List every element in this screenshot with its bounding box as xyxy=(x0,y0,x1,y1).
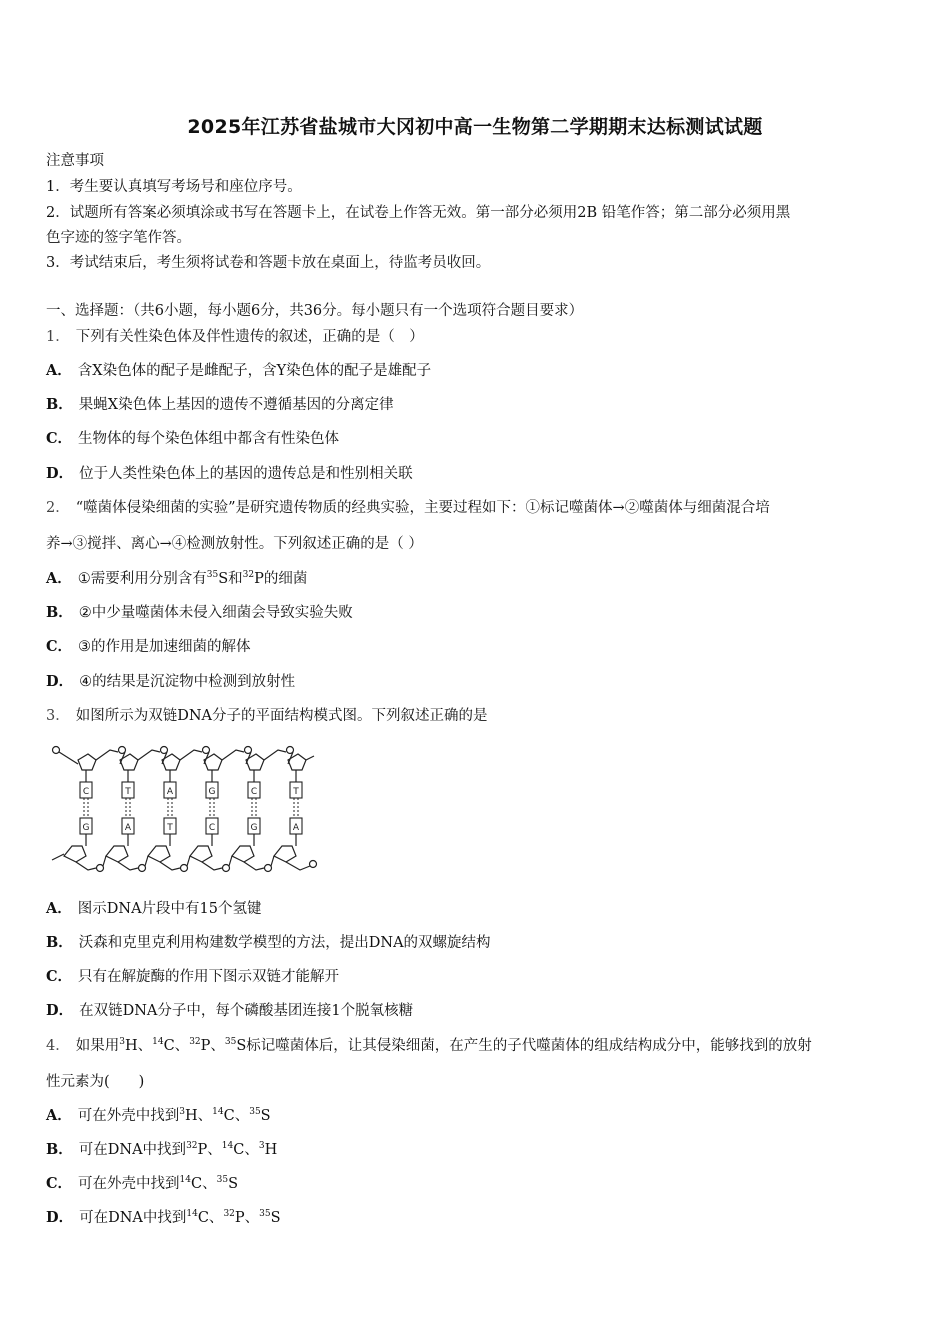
notice-item-1: 1．考生要认真填写考场号和座位序号。 xyxy=(46,179,302,195)
q4-option-c[interactable] xyxy=(46,1174,908,1194)
option-label: B． xyxy=(46,934,73,951)
q2-option-d[interactable] xyxy=(46,672,908,692)
question-number: 2． xyxy=(46,500,70,516)
isotope-mass: 14 xyxy=(221,1141,234,1151)
base-bottom-2: A xyxy=(124,823,132,833)
option-text: 果蝇X染色体上基因的遗传不遵循基因的分离定律 xyxy=(78,397,394,413)
isotope-mass: 32 xyxy=(189,1037,201,1047)
option-text: H xyxy=(264,1142,278,1158)
q2-option-c[interactable] xyxy=(46,637,908,657)
q2-option-b[interactable] xyxy=(46,603,908,623)
option-text: 只有在解旋酶的作用下图示双链才能解开 xyxy=(78,969,340,985)
base-top-1: C xyxy=(82,787,90,797)
option-text: 可在DNA中找到 xyxy=(78,1142,187,1158)
isotope-mass: 14 xyxy=(186,1209,198,1219)
base-bottom-5: G xyxy=(250,823,258,833)
option-label: C． xyxy=(46,638,73,655)
option-text: P的细菌 xyxy=(254,571,308,587)
question-text: C、 xyxy=(163,1038,190,1054)
base-bottom-3: T xyxy=(167,823,173,833)
base-bottom-1: G xyxy=(82,823,90,833)
isotope-mass: 35 xyxy=(224,1037,237,1047)
option-label: D． xyxy=(46,673,74,690)
option-text: S和 xyxy=(218,571,243,587)
isotope-mass: 14 xyxy=(152,1037,164,1047)
q3-option-b[interactable] xyxy=(46,933,908,953)
notice-item-2: 2．试题所有答案必须填涂或书写在答题卡上，在试卷上作答无效。第一部分必须用2B 铅笔作答；第二部分必须用黑 xyxy=(46,205,791,221)
phosphate-circle xyxy=(53,747,60,754)
notice-item-2-cont: 色字迹的签字笔作答。 xyxy=(46,230,191,246)
option-text: ①需要利用分别含有 xyxy=(77,571,207,587)
isotope-mass: 3 xyxy=(258,1141,265,1151)
option-text: C、 xyxy=(191,1176,217,1192)
question-number: 3． xyxy=(46,708,70,724)
base-top-6: T xyxy=(293,787,299,797)
question-4-cont: 性元素为( ) xyxy=(46,1074,145,1090)
question-text: 如图所示为双链DNA分子的平面结构模式图。下列叙述正确的是 xyxy=(75,708,488,724)
option-label: D． xyxy=(46,1002,74,1019)
option-label: B． xyxy=(46,396,73,413)
question-text: 下列有关性染色体及伴性遗传的叙述，正确的是（ ） xyxy=(75,329,424,345)
option-text: 含X染色体的配子是雌配子，含Y染色体的配子是雄配子 xyxy=(77,363,432,379)
isotope-mass: 3 xyxy=(119,1037,125,1047)
option-label: A． xyxy=(46,362,72,379)
option-text: 图示DNA片段中有15个氢键 xyxy=(77,901,262,917)
q4-option-b[interactable] xyxy=(46,1140,908,1160)
isotope-mass: 32 xyxy=(223,1209,235,1219)
q3-option-a[interactable] xyxy=(46,899,908,919)
q3-option-d[interactable] xyxy=(46,1001,908,1021)
base-top-2: T xyxy=(125,787,131,797)
isotope-mass: 35 xyxy=(249,1107,261,1117)
base-top-5: C xyxy=(250,787,258,797)
option-text: C、 xyxy=(233,1142,259,1158)
notice-item-3: 3．考试结束后，考生须将试卷和答题卡放在桌面上，待监考员收回。 xyxy=(46,255,491,271)
isotope-mass: 35 xyxy=(206,570,219,580)
question-1 xyxy=(46,327,908,347)
question-text: S标记噬菌体后，让其侵染细菌，在产生的子代噬菌体的组成结构成分中，能够找到的放射 xyxy=(236,1038,812,1054)
isotope-mass: 32 xyxy=(186,1141,198,1151)
question-number: 4． xyxy=(46,1038,70,1054)
option-label: C． xyxy=(46,430,73,447)
option-label: A． xyxy=(46,570,72,587)
question-text: P、 xyxy=(200,1038,225,1054)
q4-option-a[interactable] xyxy=(46,1106,908,1126)
isotope-mass: 14 xyxy=(179,1175,191,1185)
question-number: 1． xyxy=(46,329,70,345)
question-text: H、 xyxy=(124,1038,153,1054)
option-text: S xyxy=(260,1108,271,1124)
option-label: B． xyxy=(46,1141,73,1158)
option-label: C． xyxy=(46,968,73,985)
dna-structure-diagram xyxy=(48,742,318,877)
option-label: D． xyxy=(46,465,74,482)
q1-option-c[interactable] xyxy=(46,429,908,449)
q1-option-d[interactable] xyxy=(46,464,908,484)
question-3 xyxy=(46,706,908,726)
question-2-cont: 养→③搅拌、离心→④检测放射性。下列叙述正确的是（ ） xyxy=(46,536,423,552)
option-text: 位于人类性染色体上的基因的遗传总是和性别相关联 xyxy=(79,466,413,482)
option-label: B． xyxy=(46,604,73,621)
option-text: P、 xyxy=(197,1142,222,1158)
option-text: P、 xyxy=(234,1210,260,1226)
option-text: ④的结果是沉淀物中检测到放射性 xyxy=(79,674,296,690)
page-title: 2025年江苏省盐城市大冈初中高一生物第二学期期末达标测试试题 xyxy=(187,116,763,138)
isotope-mass: 14 xyxy=(212,1107,224,1117)
base-top-4: G xyxy=(208,787,216,797)
option-text: S xyxy=(228,1176,238,1192)
option-label: A． xyxy=(46,1107,72,1124)
q4-option-d[interactable] xyxy=(46,1208,908,1228)
option-text: 在双链DNA分子中，每个磷酸基团连接1个脱氧核糖 xyxy=(79,1003,414,1019)
q1-option-a[interactable] xyxy=(46,361,908,381)
option-text: H、 xyxy=(185,1108,213,1124)
isotope-mass: 35 xyxy=(216,1175,229,1185)
option-label: D． xyxy=(46,1209,74,1226)
isotope-mass: 35 xyxy=(259,1209,271,1219)
question-4 xyxy=(46,1036,908,1056)
option-text: C、 xyxy=(197,1210,224,1226)
section-heading: 一、选择题：（共6小题，每小题6分，共36分。每小题只有一个选项符合题目要求） xyxy=(46,303,584,319)
isotope-mass: 3 xyxy=(179,1107,185,1117)
question-text: 如果用 xyxy=(75,1038,120,1054)
option-text: 沃森和克里克利用构建数学模型的方法，提出DNA的双螺旋结构 xyxy=(78,935,491,951)
base-bottom-4: C xyxy=(208,823,216,833)
option-text: 可在DNA中找到 xyxy=(79,1210,187,1226)
option-text: 生物体的每个染色体组中都含有性染色体 xyxy=(78,431,340,447)
option-text: 可在外壳中找到 xyxy=(78,1176,180,1192)
base-bottom-6: A xyxy=(292,823,300,833)
option-text: ②中少量噬菌体未侵入细菌会导致实验失败 xyxy=(78,605,353,621)
q2-option-a[interactable] xyxy=(46,569,908,589)
option-text: C、 xyxy=(223,1108,250,1124)
option-text: ③的作用是加速细菌的解体 xyxy=(78,639,251,655)
notice-heading: 注意事项 xyxy=(46,153,104,169)
question-2 xyxy=(46,498,908,518)
option-label: C． xyxy=(46,1175,73,1192)
option-text: 可在外壳中找到 xyxy=(77,1108,180,1124)
base-top-3: A xyxy=(166,787,174,797)
question-text: “噬菌体侵染细菌的实验”是研究遗传物质的经典实验，主要过程如下：①标记噬菌体→②噬菌体与细菌混合培 xyxy=(75,500,770,516)
q1-option-b[interactable] xyxy=(46,395,908,415)
option-label: A． xyxy=(46,900,72,917)
isotope-mass: 32 xyxy=(242,570,255,580)
q3-option-c[interactable] xyxy=(46,967,908,987)
option-text: S xyxy=(270,1210,281,1226)
